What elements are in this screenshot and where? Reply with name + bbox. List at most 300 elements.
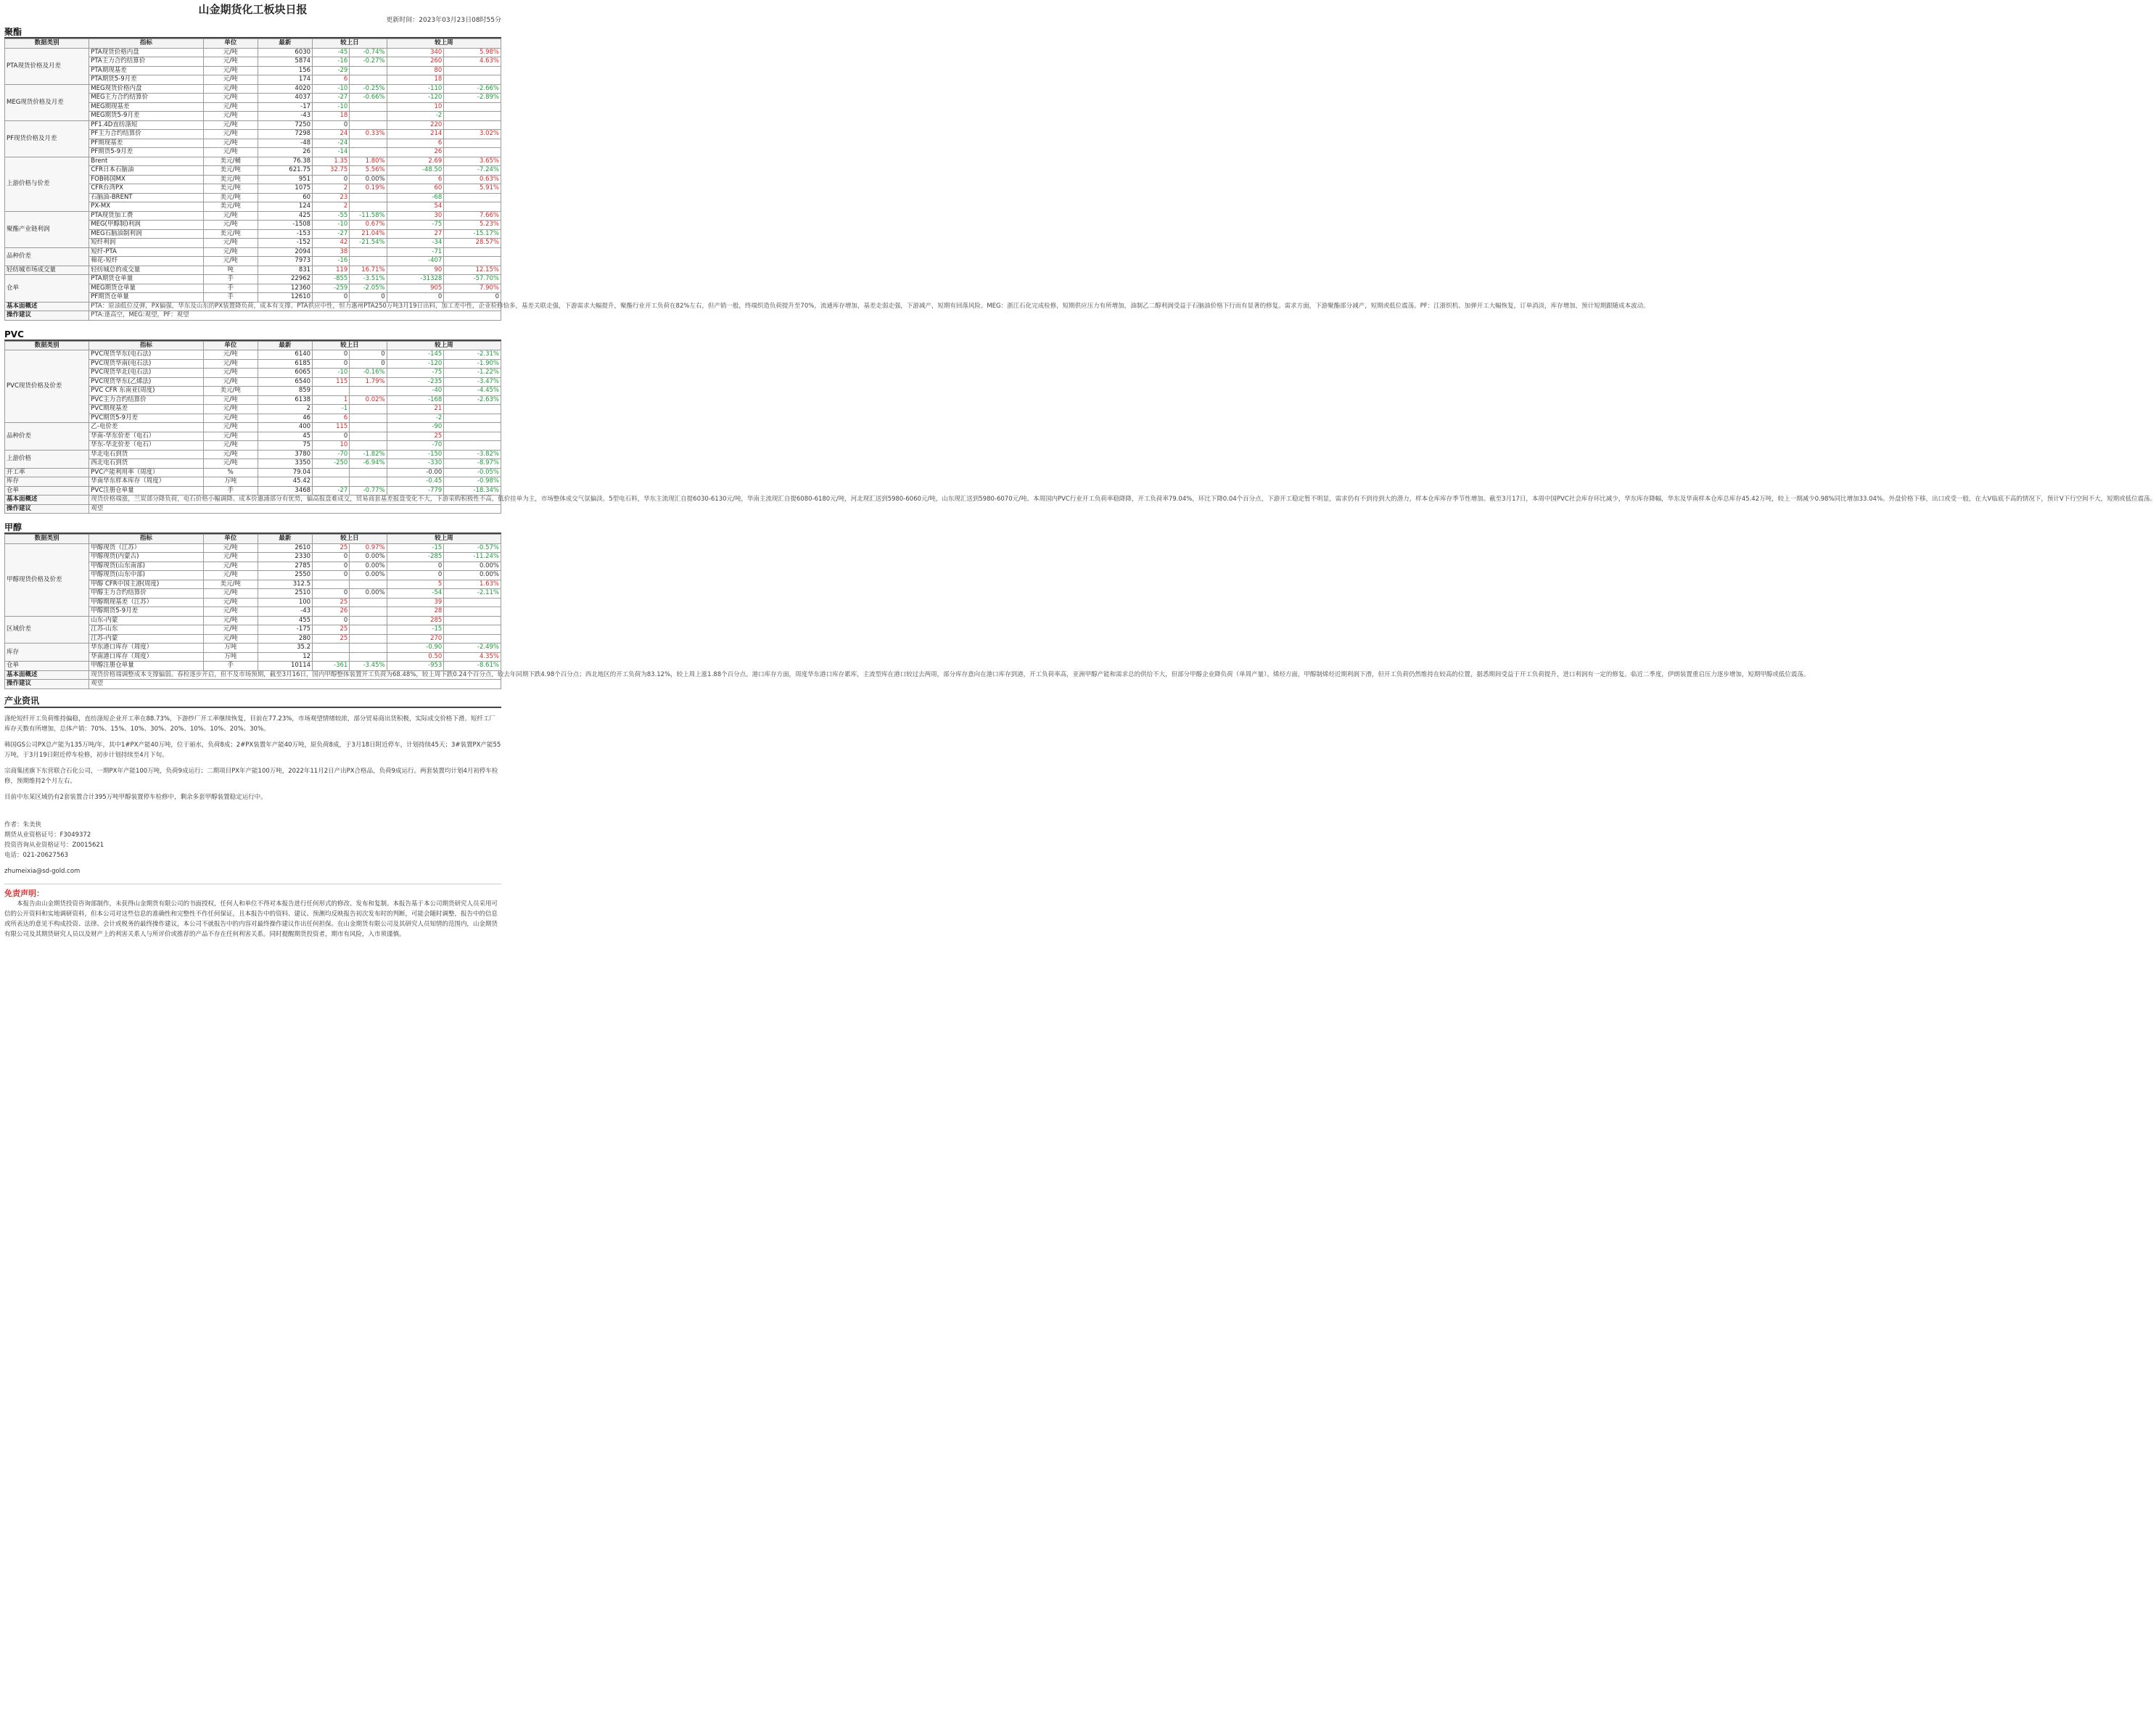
week-change-cell: -2 — [387, 112, 444, 121]
week-pct-cell: -15.17% — [444, 229, 501, 239]
latest-cell: 3780 — [258, 450, 312, 459]
day-pct-cell: -0.74% — [350, 48, 387, 57]
day-pct-cell — [350, 148, 387, 157]
unit-cell: 美元/吨 — [203, 387, 258, 396]
unit-cell: 元/吨 — [203, 423, 258, 432]
unit-cell: 手 — [203, 486, 258, 496]
latest-cell: 2094 — [258, 247, 312, 257]
category-cell: 仓单 — [5, 275, 89, 303]
contact-block — [4, 820, 501, 876]
day-pct-cell: 0 — [350, 293, 387, 303]
week-change-cell: -168 — [387, 395, 444, 405]
day-pct-cell: 0.67% — [350, 221, 387, 230]
week-change-cell: 270 — [387, 634, 444, 644]
column-header: 数据类别 — [5, 341, 89, 350]
day-change-cell: 0 — [313, 359, 350, 369]
week-pct-cell: -18.34% — [444, 486, 501, 496]
day-pct-cell — [350, 644, 387, 653]
latest-cell: 124 — [258, 202, 312, 212]
day-pct-cell — [350, 112, 387, 121]
day-pct-cell: 0.19% — [350, 184, 387, 194]
table-row — [5, 616, 501, 625]
day-change-cell: -27 — [313, 229, 350, 239]
indicator-cell: 乙-电价差 — [89, 423, 203, 432]
unit-cell: 元/吨 — [203, 543, 258, 553]
latest-cell: 2550 — [258, 571, 312, 580]
day-change-cell: -16 — [313, 257, 350, 266]
day-pct-cell — [350, 432, 387, 441]
column-header: 较上日 — [313, 535, 387, 544]
week-pct-cell: -3.82% — [444, 450, 501, 459]
basic-overview-row — [5, 496, 501, 505]
indicator-cell: 江苏-山东 — [89, 625, 203, 635]
news-title: 产业资讯 — [4, 695, 501, 708]
unit-cell: 美元/桶 — [203, 157, 258, 166]
day-pct-cell — [350, 441, 387, 451]
category-cell: 聚酯产业链利润 — [5, 211, 89, 247]
week-pct-cell: -7.24% — [444, 166, 501, 176]
day-change-cell: -16 — [313, 57, 350, 67]
unit-cell: 元/吨 — [203, 598, 258, 607]
week-change-cell: -120 — [387, 94, 444, 103]
day-pct-cell: 0.00% — [350, 562, 387, 571]
column-header: 最新 — [258, 39, 312, 49]
data-table — [4, 534, 1810, 689]
week-pct-cell — [444, 66, 501, 75]
week-change-cell: 260 — [387, 57, 444, 67]
day-change-cell: 0 — [313, 562, 350, 571]
section-title: 甲醇 — [4, 522, 501, 534]
day-pct-cell: -0.77% — [350, 486, 387, 496]
indicator-cell: 华北电石到货 — [89, 450, 203, 459]
week-pct-cell — [444, 423, 501, 432]
week-pct-cell: 0 — [444, 293, 501, 303]
indicator-cell: PF主力合约结算价 — [89, 130, 203, 139]
column-header: 较上周 — [387, 341, 501, 350]
day-pct-cell — [350, 405, 387, 414]
week-pct-cell — [444, 616, 501, 625]
day-change-cell: 0 — [313, 571, 350, 580]
week-pct-cell — [444, 139, 501, 148]
latest-cell: -43 — [258, 607, 312, 617]
day-change-cell: -24 — [313, 139, 350, 148]
week-change-cell: 5 — [387, 580, 444, 589]
indicator-cell: PF期货仓单量 — [89, 293, 203, 303]
day-change-cell: 119 — [313, 266, 350, 275]
indicator-cell: PTA主力合约结算价 — [89, 57, 203, 67]
indicator-cell: 甲醇现货(山东中部) — [89, 571, 203, 580]
latest-cell: 26 — [258, 148, 312, 157]
day-change-cell: -10 — [313, 369, 350, 378]
day-change-cell: 32.75 — [313, 166, 350, 176]
unit-cell: 万吨 — [203, 652, 258, 662]
day-pct-cell: 0.02% — [350, 395, 387, 405]
unit-cell: 手 — [203, 275, 258, 284]
indicator-cell: PVC CFR 东南亚(周度) — [89, 387, 203, 396]
week-change-cell: 0 — [387, 562, 444, 571]
indicator-cell: 华东-华北价差（电石） — [89, 441, 203, 451]
section-polyester — [4, 27, 1650, 321]
day-change-cell: -29 — [313, 66, 350, 75]
week-pct-cell — [444, 112, 501, 121]
week-change-cell: -71 — [387, 247, 444, 257]
week-change-cell: -145 — [387, 350, 444, 360]
latest-cell: 100 — [258, 598, 312, 607]
day-pct-cell — [350, 652, 387, 662]
latest-cell: 7250 — [258, 120, 312, 130]
latest-cell: 12 — [258, 652, 312, 662]
latest-cell: 2510 — [258, 589, 312, 599]
week-pct-cell: -0.05% — [444, 468, 501, 477]
day-pct-cell — [350, 580, 387, 589]
unit-cell: 元/吨 — [203, 571, 258, 580]
day-change-cell: 0 — [313, 175, 350, 184]
week-change-cell: 0.50 — [387, 652, 444, 662]
week-change-cell: -2 — [387, 414, 444, 423]
indicator-cell: 甲醇期货5-9月差 — [89, 607, 203, 617]
latest-cell: 831 — [258, 266, 312, 275]
day-change-cell: -10 — [313, 84, 350, 94]
day-change-cell: 0 — [313, 350, 350, 360]
unit-cell: 元/吨 — [203, 94, 258, 103]
operation-advice-label: 操作建议 — [5, 311, 89, 321]
indicator-cell: MEG期现基差 — [89, 102, 203, 112]
indicator-cell: FOB韩国MX — [89, 175, 203, 184]
day-pct-cell — [350, 616, 387, 625]
week-change-cell: -75 — [387, 221, 444, 230]
section-title: PVC — [4, 329, 501, 341]
indicator-cell: PTA期货5-9月差 — [89, 75, 203, 85]
latest-cell: -153 — [258, 229, 312, 239]
latest-cell: 400 — [258, 423, 312, 432]
unit-cell: 万吨 — [203, 644, 258, 653]
day-change-cell: 0 — [313, 616, 350, 625]
unit-cell: 手 — [203, 662, 258, 671]
week-pct-cell: 3.65% — [444, 157, 501, 166]
latest-cell: 79.04 — [258, 468, 312, 477]
basic-overview-label: 基本面概述 — [5, 670, 89, 680]
week-change-cell: 6 — [387, 139, 444, 148]
disclaimer-title: 免责声明： — [4, 884, 501, 899]
operation-advice-text: PTA:逢高空，MEG:观望，PF：观望 — [89, 311, 501, 321]
column-header: 较上日 — [313, 39, 387, 49]
latest-cell: 280 — [258, 634, 312, 644]
week-change-cell: -285 — [387, 553, 444, 562]
latest-cell: 2 — [258, 405, 312, 414]
indicator-cell: 西北电石到货 — [89, 459, 203, 469]
latest-cell: 4037 — [258, 94, 312, 103]
indicator-cell: 华南华东样本库存（周度） — [89, 477, 203, 487]
latest-cell: 45 — [258, 432, 312, 441]
day-pct-cell: 16.71% — [350, 266, 387, 275]
day-pct-cell: -0.27% — [350, 57, 387, 67]
unit-cell: 元/吨 — [203, 607, 258, 617]
week-change-cell: -68 — [387, 193, 444, 202]
week-change-cell: -70 — [387, 441, 444, 451]
latest-cell: 7298 — [258, 130, 312, 139]
unit-cell: 元/吨 — [203, 359, 258, 369]
table-row — [5, 247, 501, 257]
day-pct-cell — [350, 423, 387, 432]
day-change-cell: -14 — [313, 148, 350, 157]
indicator-cell: 华南港口库存（周度） — [89, 652, 203, 662]
column-header: 最新 — [258, 535, 312, 544]
unit-cell: 元/吨 — [203, 589, 258, 599]
category-cell: 上游价格 — [5, 450, 89, 468]
latest-cell: 455 — [258, 616, 312, 625]
week-pct-cell: -3.47% — [444, 377, 501, 387]
operation-advice-row — [5, 311, 501, 321]
latest-cell: 4020 — [258, 84, 312, 94]
category-cell: 品种价差 — [5, 247, 89, 266]
unit-cell: 美元/吨 — [203, 175, 258, 184]
week-pct-cell: -8.61% — [444, 662, 501, 671]
day-change-cell: 115 — [313, 377, 350, 387]
week-pct-cell: 3.02% — [444, 130, 501, 139]
day-change-cell: 23 — [313, 193, 350, 202]
week-pct-cell — [444, 120, 501, 130]
day-change-cell: -250 — [313, 459, 350, 469]
week-pct-cell: -1.90% — [444, 359, 501, 369]
unit-cell: 元/吨 — [203, 139, 258, 148]
day-pct-cell — [350, 625, 387, 635]
day-change-cell — [313, 477, 350, 487]
category-cell: PTA现货价格及月差 — [5, 48, 89, 84]
week-change-cell: 0 — [387, 293, 444, 303]
latest-cell: 45.42 — [258, 477, 312, 487]
author: 作者：朱美侠 — [4, 821, 42, 829]
unit-cell: 美元/吨 — [203, 202, 258, 212]
news-item: 目前中东某区域仍有2套装置合计395万吨甲醇装置停车检修中，剩余多套甲醇装置稳定运行中。 — [4, 793, 267, 801]
news-item: 涤纶短纤开工负荷维持偏稳，直纺涤短企业开工率在88.73%，下游纱厂开工率继续恢复，目前在77.23%，市场观望情绪较浓，部分贸易商出货积极，实际成交价格下滑。短纤工厂库存天数有所增加，总体产销：70%、15%、10%、30%、20%、10%、10%、20%、30%。 — [4, 715, 495, 733]
unit-cell: 元/吨 — [203, 459, 258, 469]
column-header: 较上日 — [313, 341, 387, 350]
latest-cell: 6540 — [258, 377, 312, 387]
week-pct-cell: -2.11% — [444, 589, 501, 599]
column-header: 指标 — [89, 535, 203, 544]
day-pct-cell — [350, 414, 387, 423]
indicator-cell: MEG石脑油制利润 — [89, 229, 203, 239]
latest-cell: -152 — [258, 239, 312, 248]
week-pct-cell: 4.35% — [444, 652, 501, 662]
day-pct-cell — [350, 66, 387, 75]
day-change-cell: 10 — [313, 441, 350, 451]
week-change-cell: -0.90 — [387, 644, 444, 653]
indicator-cell: 江苏-内蒙 — [89, 634, 203, 644]
day-pct-cell: 0.00% — [350, 589, 387, 599]
column-header: 单位 — [203, 535, 258, 544]
week-pct-cell — [444, 193, 501, 202]
week-pct-cell — [444, 441, 501, 451]
indicator-cell: PTA现货价格内盘 — [89, 48, 203, 57]
latest-cell: 75 — [258, 441, 312, 451]
week-change-cell: -235 — [387, 377, 444, 387]
unit-cell: 元/吨 — [203, 625, 258, 635]
day-change-cell — [313, 652, 350, 662]
indicator-cell: PX-MX — [89, 202, 203, 212]
day-pct-cell: 5.56% — [350, 166, 387, 176]
week-change-cell: -779 — [387, 486, 444, 496]
phone: 电话：021-20627563 — [4, 851, 69, 859]
latest-cell: -175 — [258, 625, 312, 635]
news-list — [4, 714, 501, 802]
indicator-cell: Brent — [89, 157, 203, 166]
unit-cell: 元/吨 — [203, 239, 258, 248]
column-header: 数据类别 — [5, 535, 89, 544]
indicator-cell: PVC产能利用率（周度） — [89, 468, 203, 477]
indicator-cell: PTA期货仓单量 — [89, 275, 203, 284]
day-pct-cell — [350, 257, 387, 266]
unit-cell: 美元/吨 — [203, 580, 258, 589]
category-cell: 库存 — [5, 477, 89, 487]
category-cell: 上游价格与价差 — [5, 157, 89, 211]
indicator-cell: MEG期货5-9月差 — [89, 112, 203, 121]
basic-overview-row — [5, 302, 501, 311]
indicator-cell: 华南-华东价差（电石） — [89, 432, 203, 441]
day-pct-cell: -11.58% — [350, 211, 387, 221]
indicator-cell: 甲醇主力合约结算价 — [89, 589, 203, 599]
unit-cell: 元/吨 — [203, 395, 258, 405]
unit-cell: 元/吨 — [203, 130, 258, 139]
table-row — [5, 48, 501, 57]
week-change-cell: -90 — [387, 423, 444, 432]
unit-cell: 元/吨 — [203, 120, 258, 130]
unit-cell: 元/吨 — [203, 48, 258, 57]
unit-cell: 元/吨 — [203, 84, 258, 94]
latest-cell: 6065 — [258, 369, 312, 378]
category-cell: 区域价差 — [5, 616, 89, 644]
day-pct-cell: -21.54% — [350, 239, 387, 248]
day-change-cell — [313, 468, 350, 477]
basic-overview-text: 现货价格端调整成本支撑偏弱。春检逐步开启，但不及市场预期，截至3月16日，国内甲醇整体装置开工负荷为68.48%，较上周下跌0.24个百分点，较去年同期下跌4.98个百分点；西北地区的开工负荷为83.12%，较上周上涨1.88个百分点。港口库存方面，周度华东港口库存累库，主流型库在港口较过去两周，部分库存意向在港口库存到港，开工负荷率高，亚洲甲醇产能和需求总的供给不大，但部分甲醇企业降负荷（单周产量）。烯烃方面，甲醇制烯烃近期利润下滑，但开工负荷仍然维持在较高的位置，据悉期间受益于开工负荷提升，进口利润有一定的修复。临近二季度，伊朗装置重启压力逐步增加，短期甲醇或低位震荡。 — [89, 670, 501, 680]
week-change-cell: 80 — [387, 66, 444, 75]
day-pct-cell: 0.00% — [350, 175, 387, 184]
day-change-cell: 38 — [313, 247, 350, 257]
table-row — [5, 662, 501, 671]
operation-advice-row — [5, 504, 501, 514]
week-change-cell: 28 — [387, 607, 444, 617]
day-change-cell — [313, 580, 350, 589]
indicator-cell: PF期现基差 — [89, 139, 203, 148]
day-change-cell: 0 — [313, 293, 350, 303]
week-change-cell: -110 — [387, 84, 444, 94]
unit-cell: 元/吨 — [203, 616, 258, 625]
week-change-cell: 21 — [387, 405, 444, 414]
indicator-cell: 轻纺城总的成交量 — [89, 266, 203, 275]
week-pct-cell: -11.24% — [444, 553, 501, 562]
unit-cell: 元/吨 — [203, 634, 258, 644]
week-pct-cell: 5.23% — [444, 221, 501, 230]
week-pct-cell: -2.89% — [444, 94, 501, 103]
indicator-cell: 甲醇现货(山东南部) — [89, 562, 203, 571]
latest-cell: 6140 — [258, 350, 312, 360]
day-pct-cell: 0 — [350, 359, 387, 369]
unit-cell: 美元/吨 — [203, 184, 258, 194]
week-pct-cell: -0.57% — [444, 543, 501, 553]
basic-overview-row — [5, 670, 501, 680]
category-cell: 品种价差 — [5, 423, 89, 451]
week-pct-cell — [444, 607, 501, 617]
table-row — [5, 157, 501, 166]
latest-cell: 2785 — [258, 562, 312, 571]
table-row — [5, 468, 501, 477]
unit-cell: 元/吨 — [203, 211, 258, 221]
week-pct-cell — [444, 148, 501, 157]
data-table — [4, 38, 1650, 321]
latest-cell: 5874 — [258, 57, 312, 67]
table-row — [5, 350, 501, 360]
week-change-cell: -0.00 — [387, 468, 444, 477]
day-pct-cell — [350, 598, 387, 607]
day-pct-cell: -0.25% — [350, 84, 387, 94]
day-pct-cell: 0 — [350, 350, 387, 360]
day-change-cell: 26 — [313, 607, 350, 617]
indicator-cell: 石脑油-BRENT — [89, 193, 203, 202]
day-pct-cell — [350, 607, 387, 617]
day-change-cell: 0 — [313, 589, 350, 599]
day-pct-cell: -3.51% — [350, 275, 387, 284]
day-pct-cell: 1.80% — [350, 157, 387, 166]
week-pct-cell — [444, 202, 501, 212]
indicator-cell: PTA期现基差 — [89, 66, 203, 75]
license-number: 期货从业资格证号：F3049372 — [4, 831, 91, 839]
day-change-cell: -27 — [313, 486, 350, 496]
latest-cell: 6185 — [258, 359, 312, 369]
indicator-cell: 甲醇期现基差（江苏） — [89, 598, 203, 607]
category-cell: 开工率 — [5, 468, 89, 477]
table-header — [5, 535, 501, 544]
unit-cell: 元/吨 — [203, 57, 258, 67]
table-row — [5, 423, 501, 432]
column-header: 数据类别 — [5, 39, 89, 49]
indicator-cell: PVC期现基差 — [89, 405, 203, 414]
week-change-cell: 214 — [387, 130, 444, 139]
week-pct-cell — [444, 75, 501, 85]
operation-advice-label: 操作建议 — [5, 680, 89, 689]
operation-advice-row — [5, 680, 501, 689]
day-change-cell: 25 — [313, 598, 350, 607]
week-pct-cell: 7.90% — [444, 284, 501, 293]
week-change-cell: -48.50 — [387, 166, 444, 176]
section-methanol — [4, 522, 1810, 689]
day-change-cell: 42 — [313, 239, 350, 248]
email-link[interactable]: zhumeixia@sd-gold.com — [4, 867, 81, 875]
week-change-cell: -953 — [387, 662, 444, 671]
indicator-cell: PVC主力合约结算价 — [89, 395, 203, 405]
day-pct-cell: -0.16% — [350, 369, 387, 378]
latest-cell: 22962 — [258, 275, 312, 284]
advisor-number: 投资咨询从业资格证号：Z0015621 — [4, 841, 104, 849]
week-change-cell: -40 — [387, 387, 444, 396]
day-pct-cell: -3.45% — [350, 662, 387, 671]
data-table — [4, 341, 2156, 514]
week-pct-cell: -1.22% — [444, 369, 501, 378]
week-pct-cell — [444, 102, 501, 112]
latest-cell: 2610 — [258, 543, 312, 553]
week-change-cell: -34 — [387, 239, 444, 248]
day-change-cell: 2 — [313, 184, 350, 194]
week-change-cell: 18 — [387, 75, 444, 85]
unit-cell: 手 — [203, 284, 258, 293]
week-change-cell: 54 — [387, 202, 444, 212]
week-change-cell: 30 — [387, 211, 444, 221]
day-change-cell: -1 — [313, 405, 350, 414]
day-change-cell: -55 — [313, 211, 350, 221]
category-cell: 仓单 — [5, 662, 89, 671]
week-pct-cell: -8.97% — [444, 459, 501, 469]
indicator-cell: PVC注册仓单量 — [89, 486, 203, 496]
day-pct-cell: 0.33% — [350, 130, 387, 139]
